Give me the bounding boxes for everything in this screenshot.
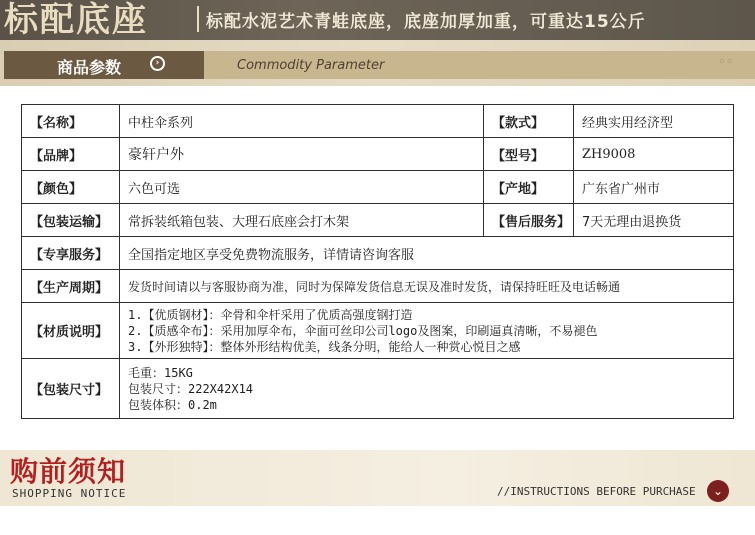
size-line: 包装尺寸：222X42X14	[128, 381, 254, 396]
top-banner	[0, 0, 755, 40]
style-label: 【款式】	[484, 105, 574, 138]
packaging-label: 【包装运输】	[22, 204, 120, 237]
table-row	[22, 359, 734, 419]
cycle-value: 发货时间请以与客服协商为准，同时为保障发货信息无误及准时发货，请保持旺旺及电话畅通	[120, 270, 734, 303]
name-value: 中柱伞系列	[120, 105, 484, 138]
material-line: 3.【外形独特】：整体外形结构优美，线条分明，能给人一种赏心悦目之感	[128, 339, 521, 354]
material-line: 1.【优质钢材】：伞骨和伞杆采用了优质高强度钢打造	[128, 307, 413, 322]
after-sales-value: 7天无理由退换货	[574, 204, 734, 237]
table-row	[22, 105, 734, 138]
table-row	[22, 138, 734, 171]
name-label: 【名称】	[22, 105, 120, 138]
material-label: 【材质说明】	[22, 303, 120, 359]
parameter-table	[21, 104, 734, 419]
section-title-en: Commodity Parameter	[237, 58, 385, 73]
table-row	[22, 204, 734, 237]
ornament-icon: ◦◦	[718, 55, 734, 70]
chevron-down-icon[interactable]: ⌄	[707, 480, 729, 502]
section-header	[0, 40, 755, 86]
notice-instructions: //INSTRUCTIONS BEFORE PURCHASE	[497, 485, 696, 498]
banner-title: 标配底座	[4, 0, 148, 40]
size-line: 包装体积：0.2m	[128, 397, 217, 412]
origin-value: 广东省广州市	[574, 171, 734, 204]
banner-subtitle: 标配水泥艺术青蛙底座，底座加厚加重，可重达15公斤	[206, 12, 646, 32]
notice-subtitle: SHOPPING NOTICE	[12, 487, 127, 500]
material-line: 2.【质感伞布】：采用加厚伞布，伞面可丝印公司logo及图案，印刷逼真清晰，不易褪色	[128, 323, 598, 338]
service-value: 全国指定地区享受免费物流服务，详情请咨询客服	[120, 237, 734, 270]
material-value	[120, 303, 734, 359]
service-label: 【专享服务】	[22, 237, 120, 270]
color-value: 六色可选	[120, 171, 484, 204]
table-row	[22, 270, 734, 303]
origin-label: 【产地】	[484, 171, 574, 204]
table-row	[22, 303, 734, 359]
model-label: 【型号】	[484, 138, 574, 171]
after-sales-label: 【售后服务】	[484, 204, 574, 237]
size-label: 【包装尺寸】	[22, 359, 120, 419]
color-label: 【颜色】	[22, 171, 120, 204]
banner-divider	[197, 6, 199, 32]
shopping-notice	[0, 450, 755, 506]
style-value: 经典实用经济型	[574, 105, 734, 138]
packaging-value: 常拆装纸箱包装、大理石底座会打木架	[120, 204, 484, 237]
cycle-label: 【生产周期】	[22, 270, 120, 303]
size-value	[120, 359, 734, 419]
brand-label: 【品牌】	[22, 138, 120, 171]
section-title: 商品参数	[57, 58, 122, 77]
brand-value: 豪轩户外	[120, 138, 484, 171]
model-value: ZH9008	[574, 138, 734, 171]
table-row	[22, 237, 734, 270]
chevron-right-circle-icon: ›	[150, 56, 165, 71]
size-line: 毛重：15KG	[128, 365, 193, 380]
notice-title: 购前须知	[10, 455, 127, 488]
table-row	[22, 171, 734, 204]
